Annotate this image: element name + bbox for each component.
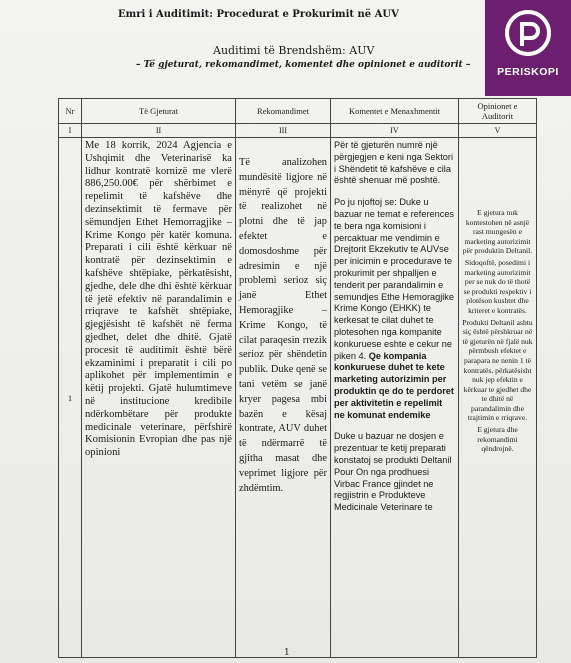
- header-gjeturat: Të Gjeturat: [82, 99, 236, 124]
- roman-numeral: IV: [331, 124, 459, 138]
- opinion-paragraph: Produkti Deltanil ashtu siç është përshkruar në të gjeturën në fjalë nuk përmbush efektet e parapara ne nenin 1 të kontratës, përkatësisht nuk jep efektin e kërkuar te gjedhet dhe te dhitë në parandalimin dhe trajtimin e rriqrave.: [462, 317, 533, 423]
- table-row: [59, 138, 537, 658]
- roman-numeral: V: [459, 124, 537, 138]
- finding-text: Me 18 korrik, 2024 Agjencia e Ushqimit dhe Veterinarisë ka lidhur kontratë kornizë me vlerë 886,250.00€ për shërbimet e repelimit të kafshëve dhe dezinsektimit të fermave për sëmundjen Ethet Hemorragjike – Krime Kongo për katër komuna. Preparati i cili është kërkuar në kontratë për dezinsektimin e kafshëve shtëpiake, përkatësisht, gjedhe, dele dhe dhi është kërkuar të jetë efektiv në parandalimin e rriqrave te kafshët shtëpiake, gjegjësisht të kafshët në ferma gjedhet, delet dhe dhitë. Gjatë procesit të auditimit është bërë ekzaminimi i preparatit i cili po aplikohet për implementimin e këtij projekti. Gjatë hulumtimeve në institucione kredibile ndërkombëtare për produkte medicinale veterinare, përfshirë Komisionin Evropian dhe pas një opinioni: [82, 138, 236, 658]
- roman-numeral: II: [82, 124, 236, 138]
- comment-paragraph: [334, 197, 455, 421]
- recommendation-text: Të analizohen mundësitë ligjore në mënyrë që projekti të realizohet në plotni dhe të jap efektet e domosdoshme për adresimin e një problemi serioz siç janë Ethet Hemoragjike – Krime Kongo, të cilat paraqesin rrezik serioz për shëndetin publik. Duke qenë se tani vetëm se janë kryer pagesa mbi bazën e kësaj kontrate, AUV duhet të ndërmarrë të gjitha masat dhe veprimet ligjore për zhdëmtim.: [236, 138, 331, 658]
- audit-caption: – Të gjeturat, rekomandimet, komentet dhe opinionet e auditorit –: [136, 60, 471, 70]
- comment-bold-text: Qe kompania konkuruese duhet te kete marketing autorizimin per produktin qe do te perdoret per aktivitetin e repelimit ne komunat endemike: [334, 350, 454, 420]
- brand-name: PERISKOPI: [497, 66, 559, 78]
- audit-title: Emri i Auditimit: Procedurat e Prokurimit në AUV: [118, 9, 399, 20]
- row-number: 1: [59, 138, 82, 658]
- findings-table: [58, 98, 537, 658]
- header-komentet: Komentet e Menaxhmentit: [331, 99, 459, 124]
- roman-numeral: I: [59, 124, 82, 138]
- header-nr: Nr: [59, 99, 82, 124]
- header-opinionet: Opinionet e Auditorit: [459, 99, 537, 124]
- auditor-opinion: [459, 138, 537, 658]
- comment-paragraph: Për të gjeturën numrë një përgjegjen e keni nga Sektori i Shëndetit të kafshëve e cila është shenuar më poshtë.: [334, 140, 454, 186]
- roman-numeral-row: [59, 124, 537, 138]
- opinion-paragraph: Sidoqoftë, posedimi i marketing autorizimit per se nuk do të thotë se produkti respektiv i plotëson kushtet dhe kriteret e kontratës.: [463, 257, 532, 315]
- periskopi-logo[interactable]: [485, 0, 571, 96]
- periskopi-p-icon: [503, 8, 553, 58]
- page-number: 1: [284, 648, 290, 658]
- table-header-row: [59, 99, 537, 124]
- comment-paragraph: Duke u bazuar ne dosjen e prezentuar te ketij preparati konstatoj se produkti Deltanil Pour On nga prodhuesi Virbac France gjindet ne regjistrin e Produkteve Medicinale Veterinare te: [334, 431, 452, 513]
- management-comments: [331, 138, 459, 658]
- opinion-paragraph: E gjetura nuk kontestohen në asnjë rast mungesën e marketing autorizimit për produktin Deltanil.: [462, 208, 533, 256]
- comment-text: Po ju njoftoj se: Duke u bazuar ne temat e references te bera nga komisioni i percaktuar me vendimin e Drejtorit Ekzekutiv te AUVse per inicimin e procedurave te prokurimit per shpalljen e tenderit per parandalimin e semundjes Ethe Hemoragjike Krime Kongo (EHKK) te kerkesat te cilat duhet te plotesohen nga kompanite konkuruese eshte e cekur ne piken 4.: [334, 197, 455, 361]
- header-rekomandimet: Rekomandimet: [236, 99, 331, 124]
- audit-subtitle: Auditimi të Brendshëm: AUV: [213, 44, 375, 57]
- roman-numeral: III: [236, 124, 331, 138]
- opinion-paragraph: E gjetura dhe rekomandimi qëndrojnë.: [477, 425, 518, 454]
